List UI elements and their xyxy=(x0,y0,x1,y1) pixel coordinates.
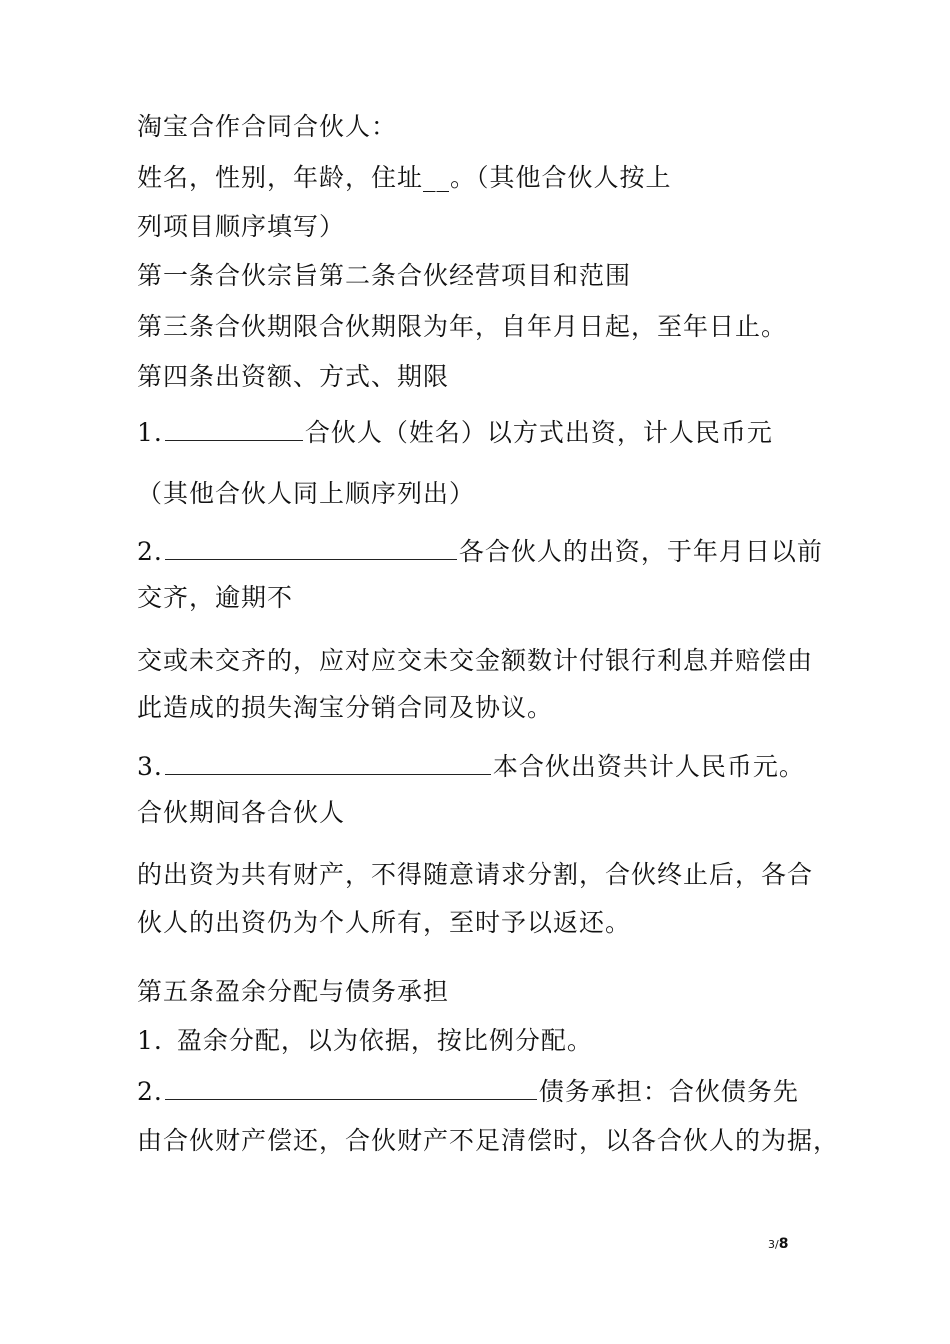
line-text: 第一条合伙宗旨第二条合伙经营项目和范围 xyxy=(137,261,632,290)
text-line xyxy=(137,582,293,614)
line-text: 列项目顺序填写） xyxy=(137,212,346,241)
page-number xyxy=(768,1236,788,1252)
line-text: 各合伙人的出资，于年月日以前 xyxy=(458,537,823,566)
item-number: 2. xyxy=(137,1077,163,1106)
numbered-line xyxy=(137,1025,593,1057)
item-number: 3. xyxy=(137,752,163,781)
text-line xyxy=(137,311,787,343)
text-line xyxy=(137,692,553,724)
text-line xyxy=(137,260,631,292)
text-line xyxy=(137,111,397,143)
fill-blank xyxy=(165,537,457,560)
line-text: 合伙期间各合伙人 xyxy=(137,798,346,827)
text-line xyxy=(137,859,813,891)
text-line xyxy=(137,162,672,194)
numbered-line xyxy=(137,417,773,449)
text-line xyxy=(137,1125,839,1157)
numbered-line xyxy=(137,751,805,783)
line-text: 姓名，性别，年龄，住址__。（其他合伙人按上 xyxy=(137,163,672,192)
text-line xyxy=(137,797,345,829)
text-line xyxy=(137,211,345,243)
fill-blank xyxy=(165,1077,537,1100)
numbered-line xyxy=(137,1076,799,1108)
line-text: 本合伙出资共计人民币元。 xyxy=(492,752,805,781)
text-line xyxy=(137,645,813,677)
line-text: 由合伙财产偿还，合伙财产不足清偿时，以各合伙人的为据， xyxy=(137,1126,840,1155)
line-text: 交齐，逾期不 xyxy=(137,583,294,612)
text-line xyxy=(137,478,475,510)
total-pages: 8 xyxy=(778,1236,789,1252)
fill-blank xyxy=(165,752,491,775)
item-number: 1. xyxy=(137,1026,163,1055)
text-line xyxy=(137,976,449,1008)
item-number: 1. xyxy=(137,418,163,447)
item-number: 2. xyxy=(137,537,163,566)
line-text: 淘宝合作合同合伙人： xyxy=(137,112,398,141)
line-text: 交或未交齐的，应对应交未交金额数计付银行利息并赔偿由 xyxy=(137,646,814,675)
text-line xyxy=(137,361,449,393)
current-page: 3/ xyxy=(768,1238,779,1251)
line-text: 第五条盈余分配与债务承担 xyxy=(137,977,450,1006)
numbered-line xyxy=(137,536,823,568)
line-text: 第三条合伙期限合伙期限为年，自年月日起，至年日止。 xyxy=(137,312,788,341)
line-text: 此造成的损失淘宝分销合同及协议。 xyxy=(137,693,554,722)
line-text: 伙人的出资仍为个人所有，至时予以返还。 xyxy=(137,908,632,937)
line-text: 合伙人（姓名）以方式出资，计人民币元 xyxy=(304,418,773,447)
line-text: 债务承担：合伙债务先 xyxy=(538,1077,799,1106)
fill-blank xyxy=(165,418,303,441)
line-text: （其他合伙人同上顺序列出） xyxy=(137,479,476,508)
line-text: 第四条出资额、方式、期限 xyxy=(137,362,450,391)
line-text: 的出资为共有财产，不得随意请求分割，合伙终止后，各合 xyxy=(137,860,814,889)
text-line xyxy=(137,907,631,939)
line-text: 盈余分配，以为依据，按比例分配。 xyxy=(176,1026,593,1055)
